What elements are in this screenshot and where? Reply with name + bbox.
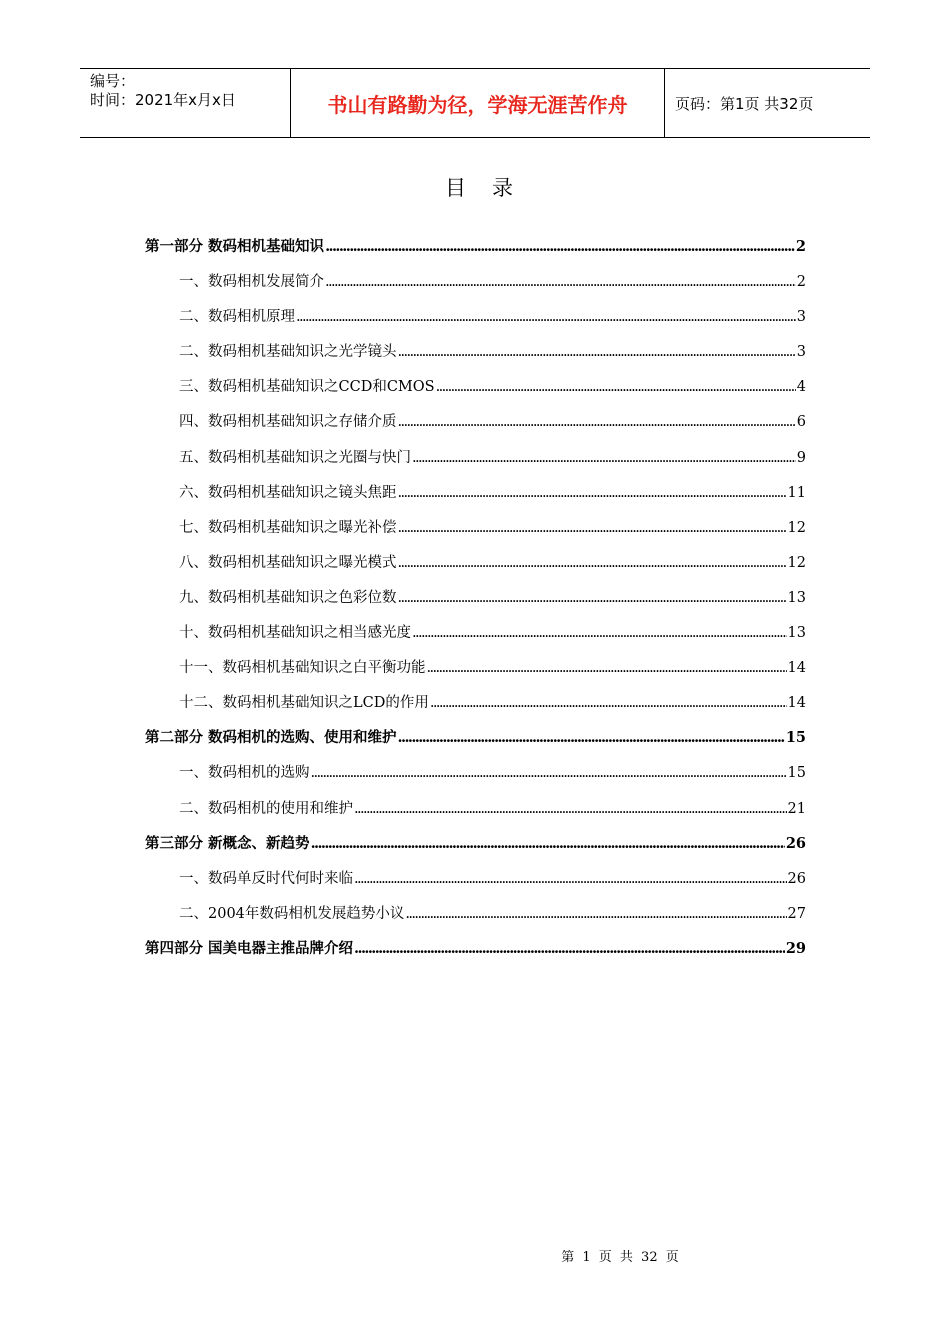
toc-section-entry[interactable] bbox=[145, 867, 806, 902]
toc-entry-page-number: 12 bbox=[787, 519, 806, 536]
toc-dot-leader bbox=[325, 235, 795, 259]
toc-section-entry[interactable] bbox=[145, 902, 806, 937]
toc-entry-text: 第一部分 数码相机基础知识 bbox=[145, 238, 325, 255]
toc-entry-text: 二、数码相机基础知识之光学镜头 bbox=[179, 344, 397, 361]
toc-dot-leader bbox=[311, 761, 787, 785]
toc-entry-page-number: 11 bbox=[787, 484, 806, 501]
toc-part-entry[interactable] bbox=[145, 937, 806, 972]
toc-section-entry[interactable] bbox=[145, 340, 806, 375]
toc-entry-text: 十一、数码相机基础知识之白平衡功能 bbox=[179, 660, 426, 677]
toc-entry-page-number: 3 bbox=[796, 344, 806, 361]
toc-entry-text: 四、数码相机基础知识之存储介质 bbox=[179, 414, 397, 431]
toc-dot-leader bbox=[412, 621, 787, 645]
toc-section-entry[interactable] bbox=[145, 797, 806, 832]
toc-entry-page-number: 26 bbox=[787, 870, 806, 887]
toc-entry-page-number: 27 bbox=[787, 905, 806, 922]
toc-section-entry[interactable] bbox=[145, 516, 806, 551]
toc-dot-leader bbox=[354, 937, 785, 961]
toc-dot-leader bbox=[430, 691, 787, 715]
toc-entry-page-number: 13 bbox=[787, 589, 806, 606]
toc-part-entry[interactable] bbox=[145, 726, 806, 761]
toc-entry-page-number: 13 bbox=[787, 625, 806, 642]
toc-entry-text: 十、数码相机基础知识之相当感光度 bbox=[179, 625, 411, 642]
toc-entry-text: 一、数码相机的选购 bbox=[179, 765, 310, 782]
toc-entry-text: 八、数码相机基础知识之曝光模式 bbox=[179, 554, 397, 571]
toc-entry-text: 六、数码相机基础知识之镜头焦距 bbox=[179, 484, 397, 501]
page-header bbox=[80, 68, 870, 138]
toc-title: 目录 bbox=[445, 176, 539, 200]
header-page-info: 页码：第1页 共32页 bbox=[675, 94, 814, 113]
toc-entry-text: 三、数码相机基础知识之CCD和CMOS bbox=[179, 379, 435, 396]
toc-dot-leader bbox=[436, 375, 796, 399]
toc-section-entry[interactable] bbox=[145, 586, 806, 621]
toc-dot-leader bbox=[398, 516, 787, 540]
toc-dot-leader bbox=[398, 551, 787, 575]
toc-entry-text: 第四部分 国美电器主推品牌介绍 bbox=[145, 939, 354, 957]
toc-entry-text: 一、数码单反时代何时来临 bbox=[179, 870, 353, 887]
toc-section-entry[interactable] bbox=[145, 481, 806, 516]
toc-part-entry[interactable] bbox=[145, 832, 806, 867]
toc-entry-text: 第三部分 新概念、新趋势 bbox=[145, 834, 310, 852]
toc-dot-leader bbox=[412, 446, 796, 470]
toc-entry-page-number: 4 bbox=[796, 379, 806, 396]
toc-section-entry[interactable] bbox=[145, 446, 806, 481]
toc-dot-leader bbox=[354, 797, 787, 821]
toc-entry-text: 二、2004年数码相机发展趋势小议 bbox=[179, 905, 405, 922]
toc-entry-text: 一、数码相机发展简介 bbox=[179, 274, 324, 291]
toc-entry-page-number: 21 bbox=[787, 800, 806, 817]
toc-entry-page-number: 29 bbox=[785, 939, 806, 957]
toc-dot-leader bbox=[354, 867, 787, 891]
toc-section-entry[interactable] bbox=[145, 375, 806, 410]
toc-entry-page-number: 15 bbox=[785, 729, 806, 747]
page-footer: 第 1 页 共 32 页 bbox=[561, 1250, 679, 1265]
toc-dot-leader bbox=[398, 586, 787, 610]
toc-entry-page-number: 9 bbox=[796, 449, 806, 466]
toc-section-entry[interactable] bbox=[145, 305, 806, 340]
toc-section-entry[interactable] bbox=[145, 410, 806, 445]
toc-entry-text: 二、数码相机的使用和维护 bbox=[179, 800, 353, 817]
document-time-label: 时间：2021年x月x日 bbox=[90, 91, 236, 109]
toc-entry-page-number: 6 bbox=[796, 414, 806, 431]
toc-entry-text: 五、数码相机基础知识之光圈与快门 bbox=[179, 449, 411, 466]
toc-section-entry[interactable] bbox=[145, 551, 806, 586]
document-number-label: 编号： bbox=[90, 72, 136, 90]
toc-section-entry[interactable] bbox=[145, 691, 806, 726]
toc-dot-leader bbox=[398, 481, 787, 505]
toc-entry-page-number: 2 bbox=[796, 274, 806, 291]
toc-dot-leader bbox=[405, 902, 786, 926]
toc-dot-leader bbox=[296, 305, 796, 329]
toc-part-entry[interactable] bbox=[145, 235, 806, 270]
toc-dot-leader bbox=[325, 270, 796, 294]
toc-entry-text: 十二、数码相机基础知识之LCD的作用 bbox=[179, 695, 429, 712]
toc-entry-text: 九、数码相机基础知识之色彩位数 bbox=[179, 589, 397, 606]
toc-dot-leader bbox=[398, 340, 796, 364]
toc-entry-page-number: 3 bbox=[796, 309, 806, 326]
toc-entry-page-number: 12 bbox=[787, 554, 806, 571]
toc-section-entry[interactable] bbox=[145, 761, 806, 796]
header-motto: 书山有路勤为径，学海无涯苦作舟 bbox=[291, 69, 665, 137]
toc-entry-text: 七、数码相机基础知识之曝光补偿 bbox=[179, 519, 397, 536]
toc-section-entry[interactable] bbox=[145, 656, 806, 691]
toc-dot-leader bbox=[427, 656, 787, 680]
toc-entry-page-number: 2 bbox=[795, 238, 806, 255]
toc-section-entry[interactable] bbox=[145, 270, 806, 305]
toc-dot-leader bbox=[398, 410, 796, 434]
table-of-contents bbox=[145, 235, 806, 972]
toc-entry-text: 二、数码相机原理 bbox=[179, 309, 295, 326]
toc-entry-page-number: 14 bbox=[787, 660, 806, 677]
header-meta bbox=[80, 69, 291, 137]
toc-entry-page-number: 14 bbox=[787, 695, 806, 712]
toc-entry-page-number: 26 bbox=[785, 834, 806, 852]
toc-entry-page-number: 15 bbox=[787, 765, 806, 782]
toc-section-entry[interactable] bbox=[145, 621, 806, 656]
toc-dot-leader bbox=[398, 726, 785, 750]
toc-entry-text: 第二部分 数码相机的选购、使用和维护 bbox=[145, 729, 397, 747]
toc-dot-leader bbox=[311, 832, 785, 856]
